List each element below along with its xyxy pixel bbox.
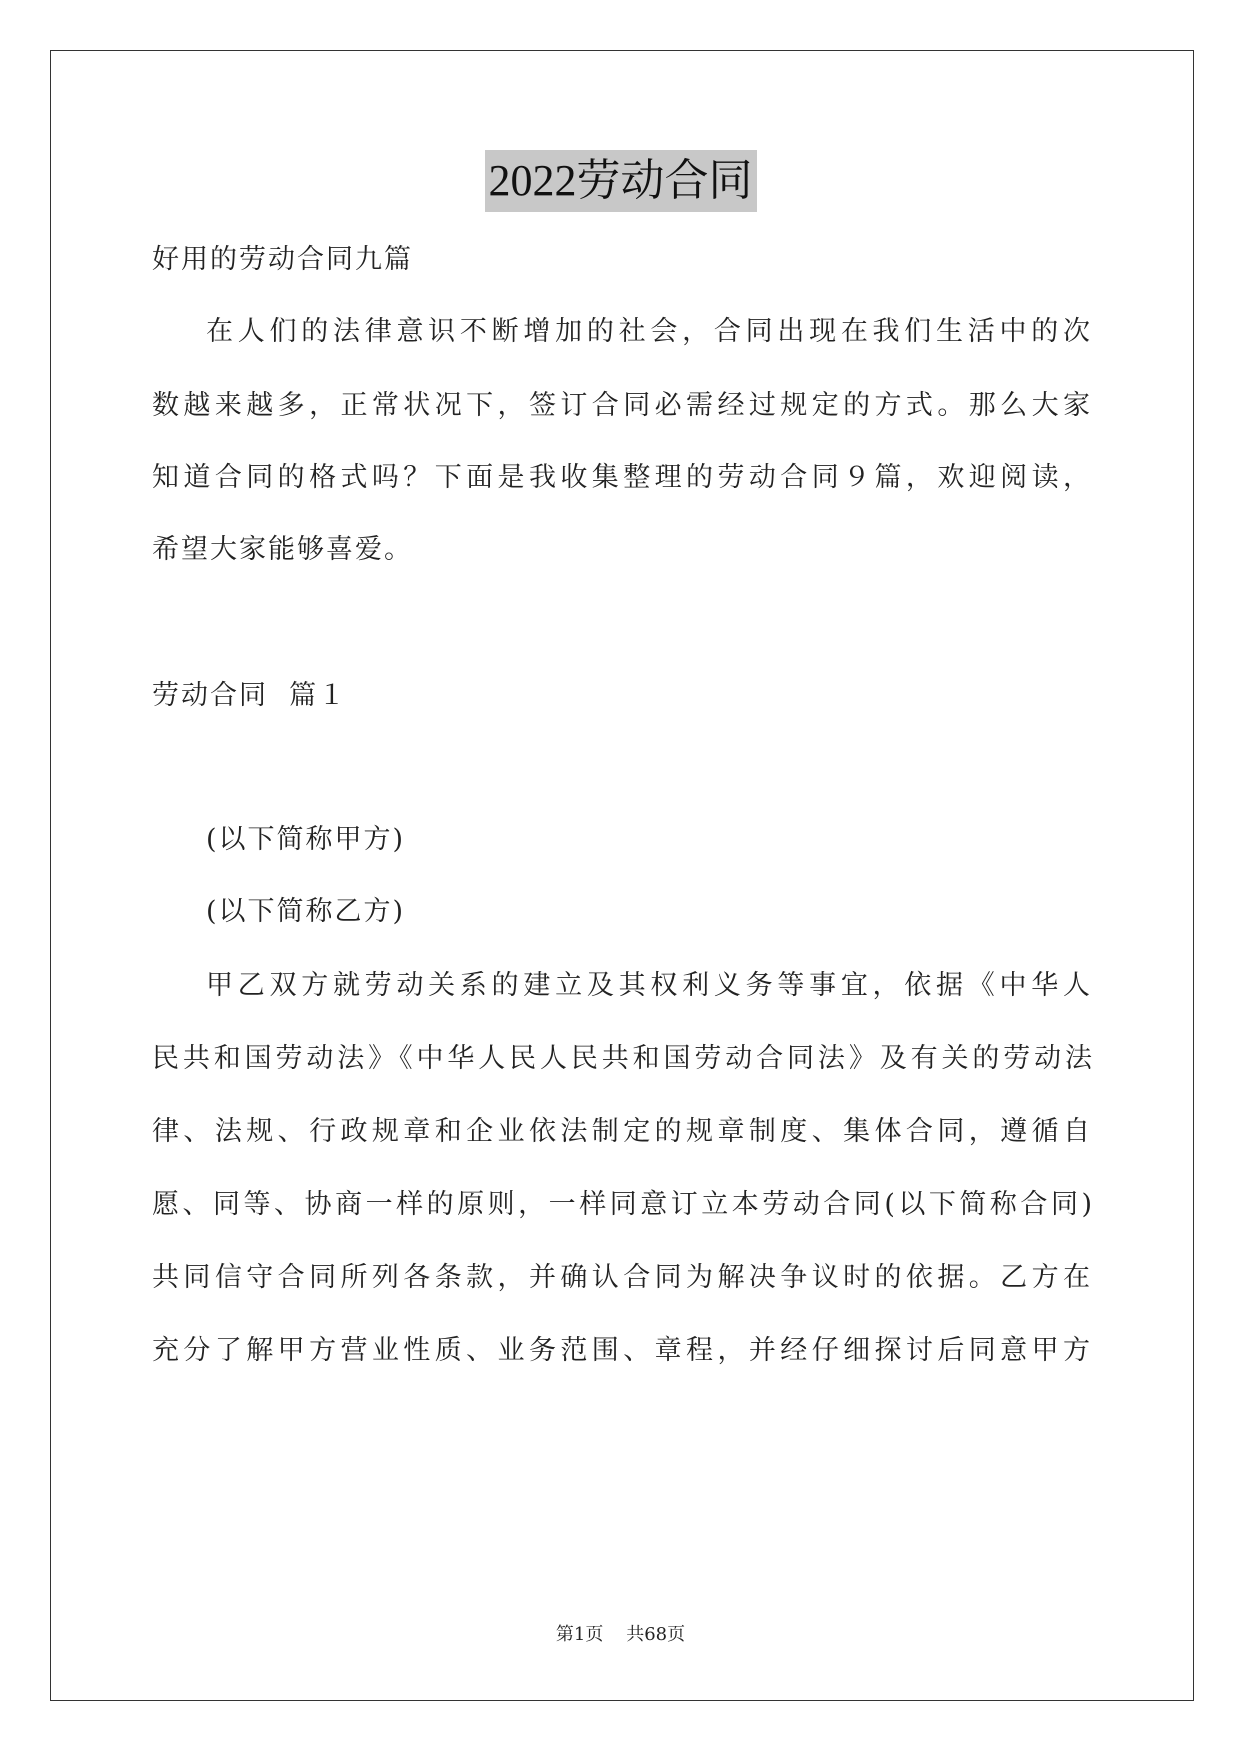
intro-line: 在人们的法律意识不断增加的社会，合同出现在我们生活中的次 <box>206 316 1092 347</box>
body-line: 共同信守合同所列各条款，并确认合同为解决争议时的依据。乙方在 <box>152 1262 1092 1293</box>
body-line: 民共和国劳动法》《中华人民人民共和国劳动合同法》及有关的劳动法 <box>152 1043 1092 1074</box>
footer-page-number: 1 <box>573 1624 586 1645</box>
footer-total-suffix: 页 <box>667 1624 686 1645</box>
footer-spacer <box>603 1624 626 1645</box>
page-border <box>50 50 1194 1701</box>
party-b-line: (以下简称乙方) <box>206 896 406 927</box>
title-container <box>0 150 1241 212</box>
body-line: 甲乙双方就劳动关系的建立及其权利义务等事宜，依据《中华人 <box>206 970 1092 1001</box>
footer-total-prefix: 共 <box>626 1624 645 1645</box>
footer-page-suffix: 页 <box>585 1624 604 1645</box>
document-subtitle: 好用的劳动合同九篇 <box>152 244 413 275</box>
section-heading: 劳动合同 篇１ <box>152 680 348 711</box>
document-title: 2022劳动合同 <box>485 150 757 212</box>
intro-line: 数越来越多，正常状况下，签订合同必需经过规定的方式。那么大家 <box>152 390 1092 421</box>
intro-line: 希望大家能够喜爱。 <box>152 534 413 565</box>
footer-total-pages: 68 <box>644 1624 668 1645</box>
page-footer <box>0 1623 1241 1647</box>
body-line: 律、法规、行政规章和企业依法制定的规章制度、集体合同，遵循自 <box>152 1116 1092 1147</box>
intro-line: 知道合同的格式吗？下面是我收集整理的劳动合同９篇，欢迎阅读， <box>152 462 1092 493</box>
footer-page-prefix: 第 <box>555 1624 574 1645</box>
party-a-line: (以下简称甲方) <box>206 824 406 855</box>
body-line: 愿、同等、协商一样的原则，一样同意订立本劳动合同(以下简称合同) <box>152 1189 1092 1220</box>
body-line: 充分了解甲方营业性质、业务范围、章程，并经仔细探讨后同意甲方 <box>152 1335 1092 1366</box>
